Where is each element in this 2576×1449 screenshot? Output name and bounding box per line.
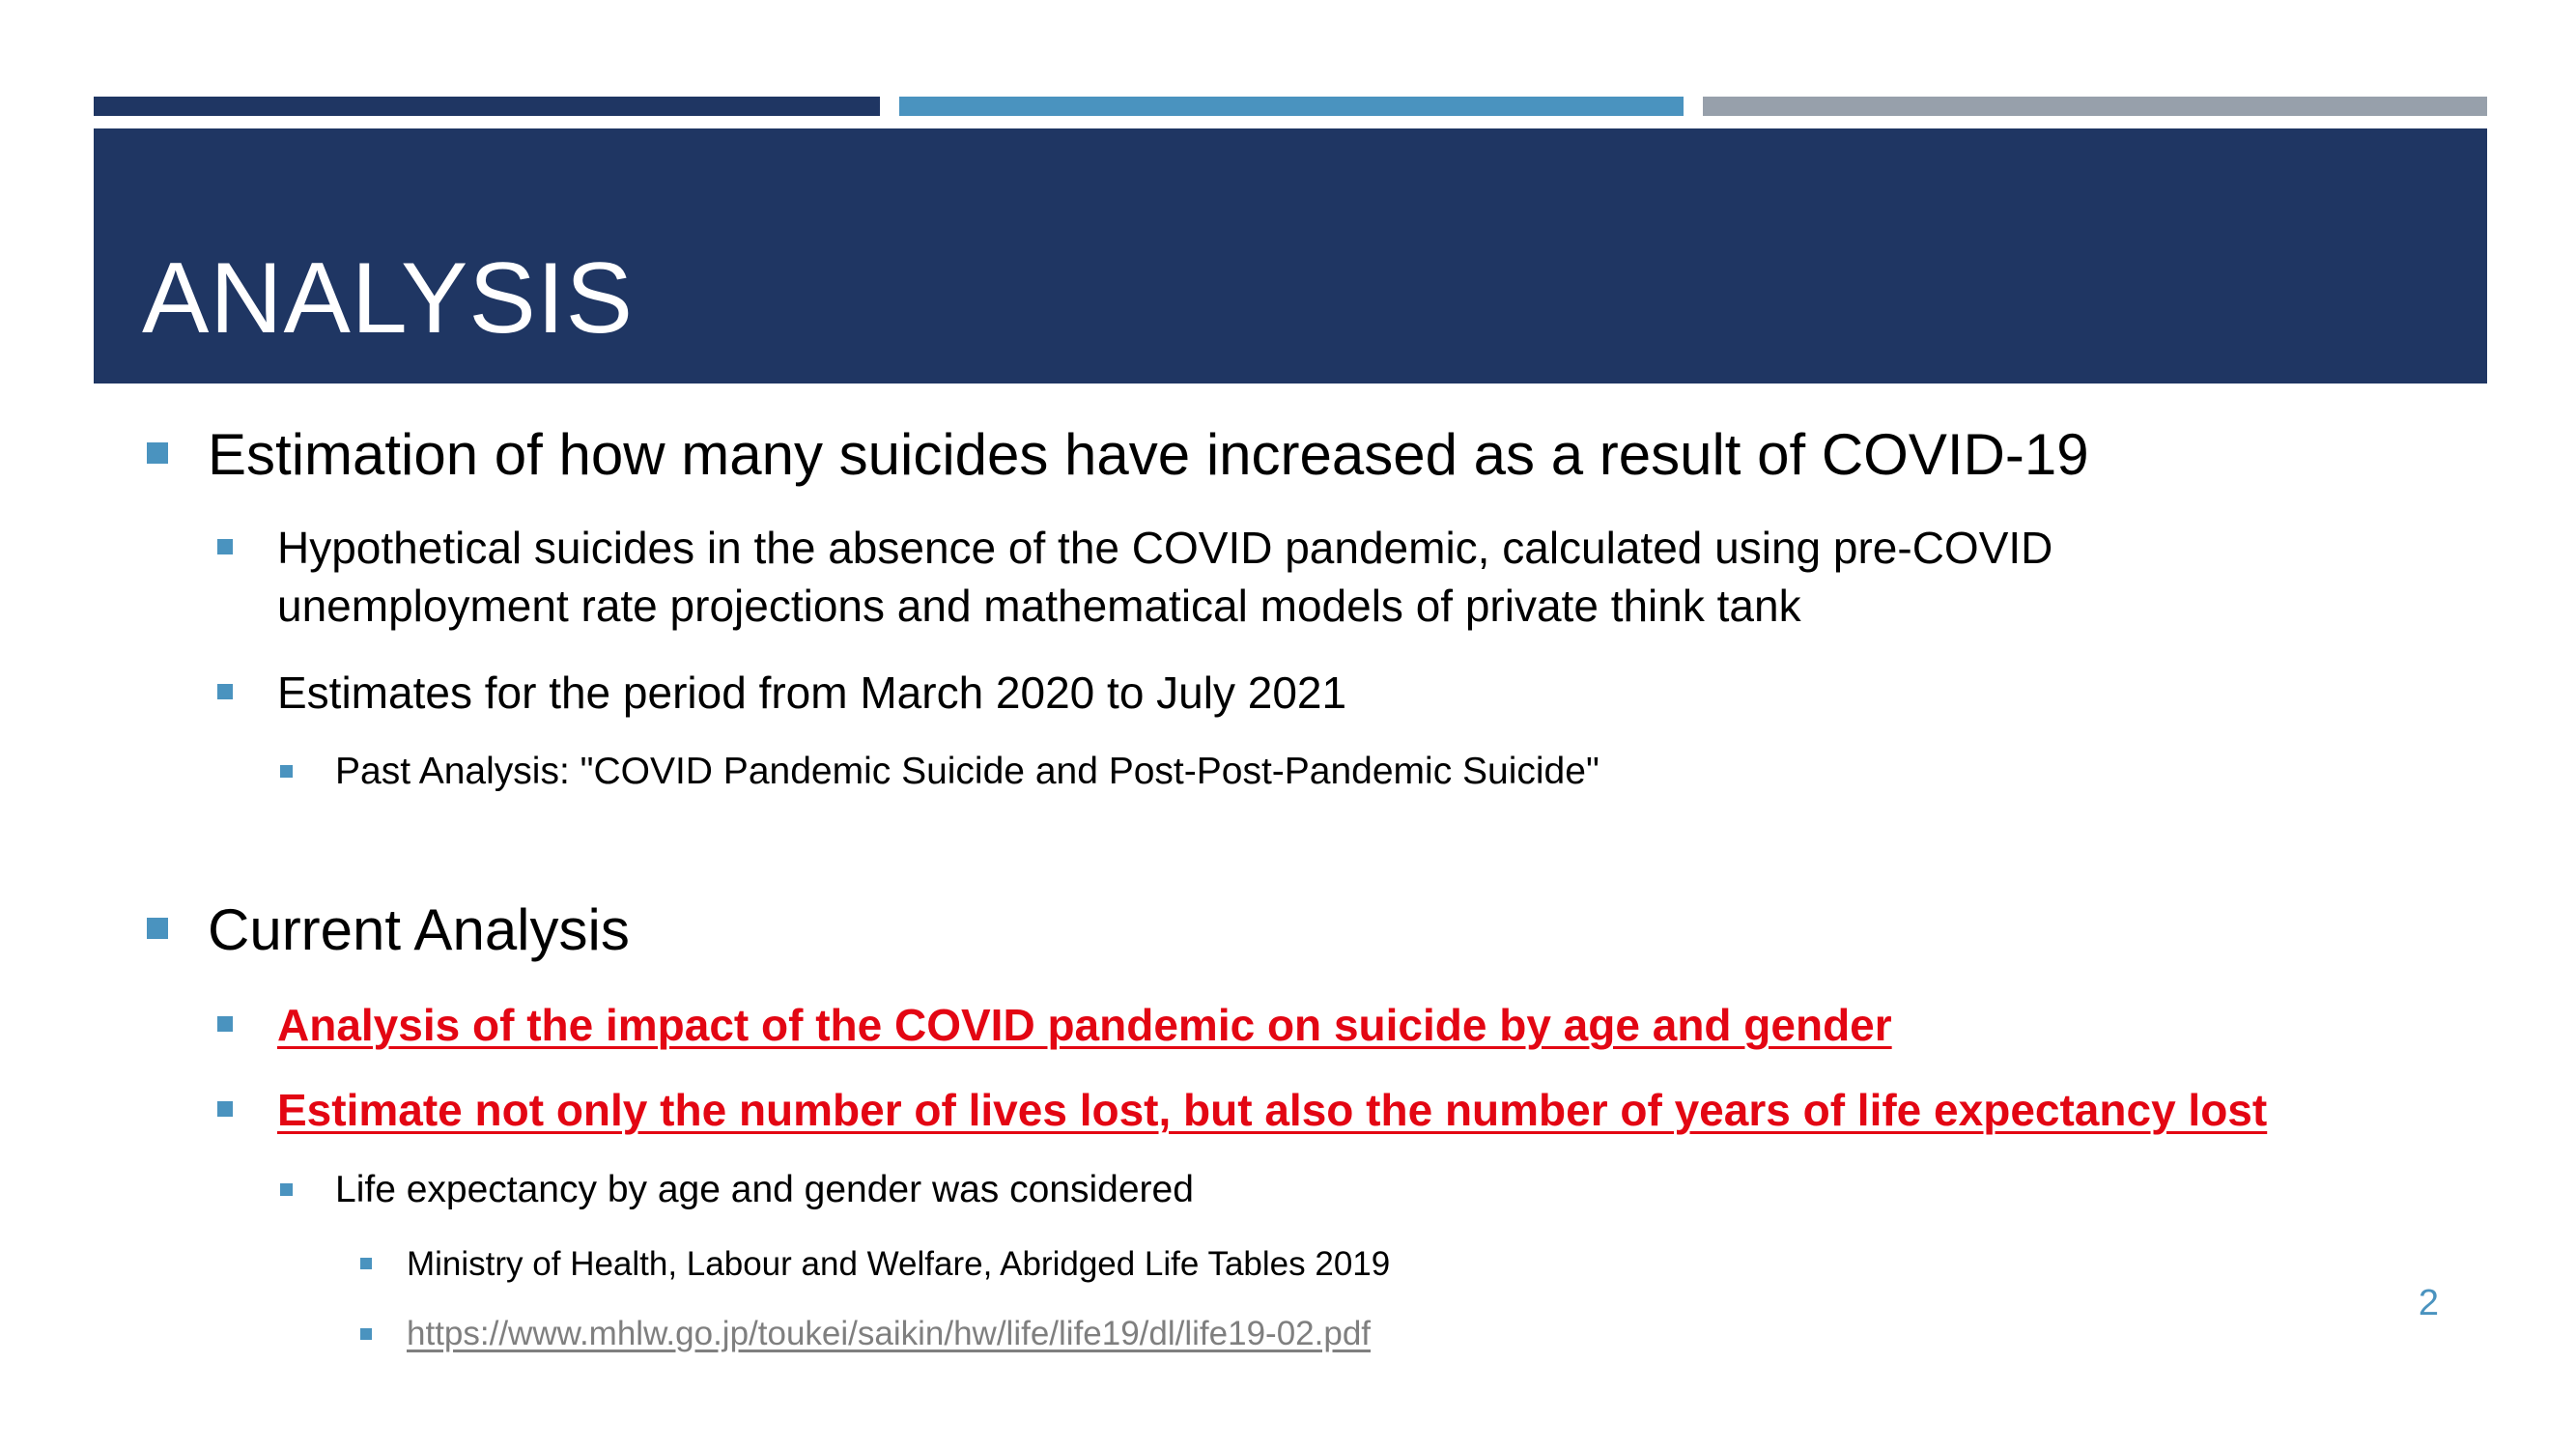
- section2-item1-highlight: Analysis of the impact of the COVID pandemic on suicide by age and gender: [277, 1000, 1892, 1050]
- title-band: [94, 128, 2487, 384]
- bullet-square-icon: [217, 539, 233, 554]
- bullet-square-icon: [360, 1258, 372, 1269]
- section2-item2-sub: Life expectancy by age and gender was considered: [335, 1169, 1194, 1210]
- section2-heading: Current Analysis: [208, 897, 630, 962]
- source-url-link[interactable]: https://www.mhlw.go.jp/toukei/saikin/hw/life/life19/dl/life19-02.pdf: [407, 1315, 1372, 1352]
- section1-item1-line1: Hypothetical suicides in the absence of the COVID pandemic, calculated using pre-COVID: [277, 523, 2053, 573]
- accent-bar-blue: [899, 97, 1684, 116]
- bullet-square-icon: [360, 1328, 372, 1340]
- bullet-square-icon: [217, 1101, 233, 1117]
- section1-heading: Estimation of how many suicides have increased as a result of COVID-19: [208, 422, 2089, 487]
- accent-bar-navy: [94, 97, 880, 116]
- page-number: 2: [2418, 1283, 2439, 1323]
- bullet-square-icon: [280, 765, 293, 778]
- section1-item2: Estimates for the period from March 2020 to July 2021: [277, 668, 1347, 718]
- slide-title: ANALYSIS: [142, 242, 634, 355]
- bullet-square-icon: [147, 442, 168, 464]
- section1-item2-sub: Past Analysis: "COVID Pandemic Suicide and Post-Post-Pandemic Suicide": [335, 751, 1599, 792]
- source-citation: Ministry of Health, Labour and Welfare, Abridged Life Tables 2019: [407, 1245, 1391, 1283]
- accent-bar-gray: [1703, 97, 2487, 116]
- bullet-square-icon: [280, 1183, 293, 1196]
- bullet-square-icon: [217, 1016, 233, 1032]
- bullet-square-icon: [147, 918, 168, 939]
- section1-item1-line2: unemployment rate projections and mathematical models of private think tank: [277, 581, 1801, 631]
- bullet-square-icon: [217, 684, 233, 699]
- section2-item2-highlight: Estimate not only the number of lives lost, but also the number of years of life expectancy lost: [277, 1085, 2268, 1135]
